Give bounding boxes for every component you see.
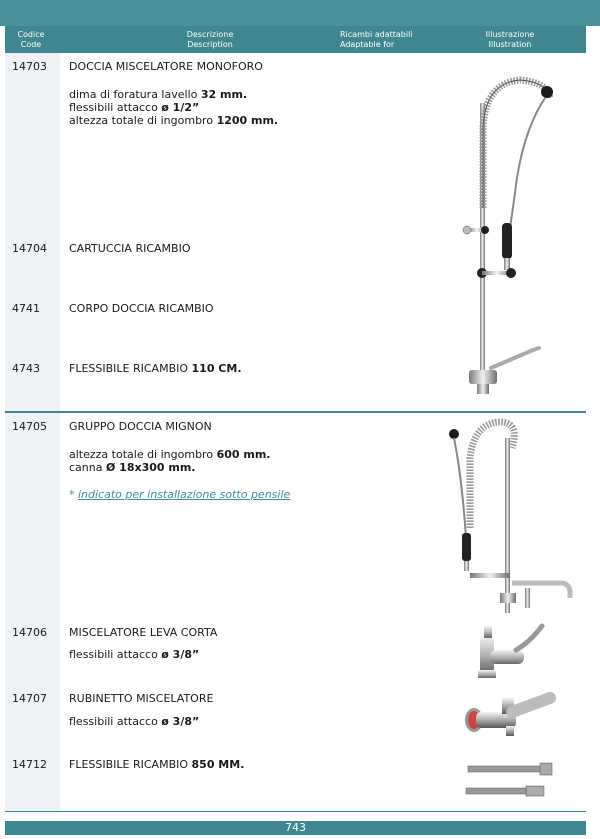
item-title: CORPO DOCCIA RICAMBIO <box>69 302 214 315</box>
item-code: 14703 <box>12 60 47 73</box>
header-code: Codice Code <box>17 30 45 49</box>
item-code: 14706 <box>12 626 47 639</box>
header-adaptable: Ricambi adattabili Adaptable for <box>340 30 413 49</box>
item-title: CARTUCCIA RICAMBIO <box>69 242 191 255</box>
item-code: 14704 <box>12 242 47 255</box>
item-code: 14707 <box>12 692 47 705</box>
page-number: 743 <box>285 821 306 834</box>
note-link[interactable]: indicato per installazione sotto pensile <box>78 488 291 501</box>
item-title: FLESSIBILE RICAMBIO 110 CM. <box>69 362 242 375</box>
mignon-shower-illustration <box>440 418 580 618</box>
short-lever-mixer-illustration <box>470 622 550 682</box>
item-title: RUBINETTO MISCELATORE <box>69 692 214 705</box>
detail-line: dima di foratura lavello 32 mm. <box>69 88 248 101</box>
table-header <box>5 26 586 53</box>
detail-line: altezza totale di ingombro 600 mm. <box>69 448 271 461</box>
item-title: GRUPPO DOCCIA MIGNON <box>69 420 212 433</box>
header-description: Descrizione Description <box>186 30 234 49</box>
top-bar <box>0 0 600 26</box>
section-divider <box>5 411 586 413</box>
item-details <box>69 715 199 728</box>
detail-line: altezza totale di ingombro 1200 mm. <box>69 114 279 127</box>
section-divider <box>5 811 586 812</box>
item-code: 14712 <box>12 758 47 771</box>
detail-line: flessibili attacco ø 3/8” <box>69 648 200 661</box>
detail-line: canna Ø 18x300 mm. <box>69 461 196 474</box>
item-details <box>69 648 199 661</box>
item-title: DOCCIA MISCELATORE MONOFORO <box>69 60 263 73</box>
item-code: 4743 <box>12 362 40 375</box>
pre-rinse-shower-illustration <box>455 68 555 408</box>
item-details <box>69 88 278 127</box>
item-code: 4741 <box>12 302 40 315</box>
header-illustration: Illustrazione Illustration <box>485 30 535 49</box>
item-title: MISCELATORE LEVA CORTA <box>69 626 218 639</box>
page-footer <box>5 821 586 835</box>
mixer-tap-illustration <box>462 690 557 738</box>
flexible-hose-illustration <box>462 758 557 804</box>
detail-line: flessibili attacco ø 1/2” <box>69 101 200 114</box>
item-note: * indicato per installazione sotto pensile <box>69 488 291 501</box>
item-details <box>69 448 270 474</box>
item-title: FLESSIBILE RICAMBIO 850 MM. <box>69 758 245 771</box>
item-code: 14705 <box>12 420 47 433</box>
detail-line: flessibili attacco ø 3/8” <box>69 715 200 728</box>
